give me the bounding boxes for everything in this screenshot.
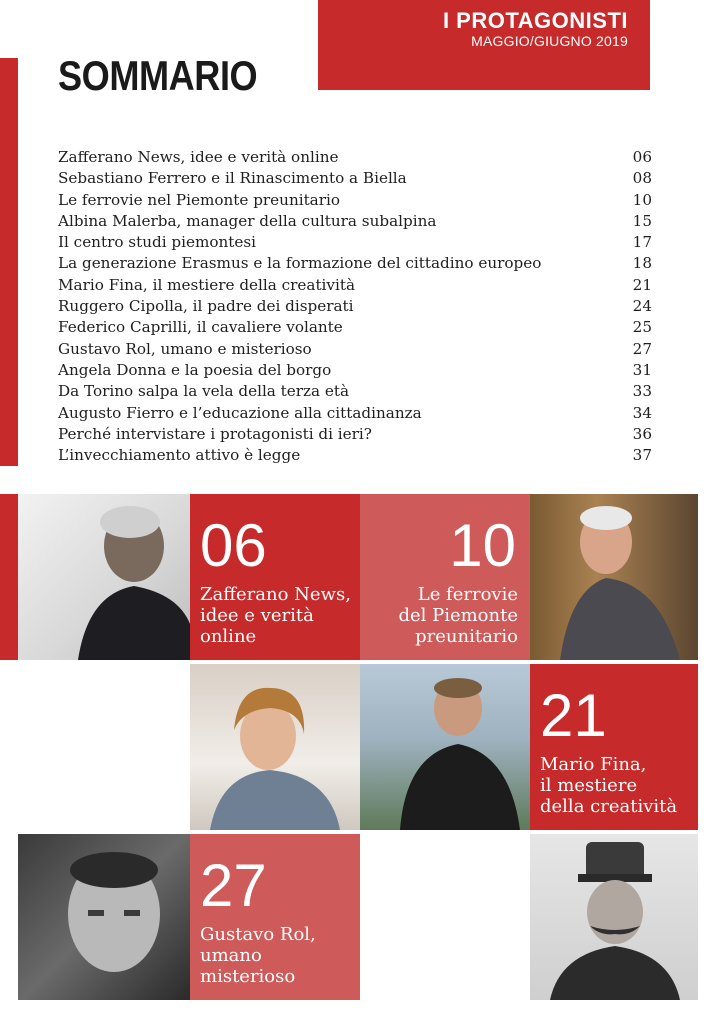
portrait-photo-rol bbox=[18, 834, 190, 1000]
portrait-photo-zafferano bbox=[18, 494, 190, 660]
toc-entry-title: L’invecchiamento attivo è legge bbox=[58, 446, 301, 465]
feature-page-number: 27 bbox=[200, 852, 267, 919]
left-accent-bar-middle bbox=[0, 494, 18, 660]
toc-entry-page: 27 bbox=[632, 339, 652, 358]
toc-row[interactable] bbox=[58, 232, 652, 253]
toc-entry-page: 37 bbox=[632, 446, 652, 465]
caption-line: online bbox=[200, 626, 257, 647]
toc-entry-page: 33 bbox=[632, 382, 652, 401]
toc-entry-page: 31 bbox=[632, 360, 652, 379]
feature-tile-10[interactable] bbox=[360, 494, 530, 660]
caption-line: del Piemonte bbox=[398, 605, 518, 626]
toc-entry-page: 08 bbox=[632, 169, 652, 188]
portrait-silhouette-icon bbox=[530, 834, 698, 1000]
toc-entry-page: 15 bbox=[632, 211, 652, 230]
feature-tile-27[interactable] bbox=[190, 834, 360, 1000]
toc-entry-title: Zafferano News, idee e verità online bbox=[58, 148, 339, 166]
toc-row[interactable] bbox=[58, 168, 652, 189]
toc-entry-title: Da Torino salpa la vela della terza età bbox=[58, 382, 350, 401]
caption-line: della creatività bbox=[540, 796, 678, 817]
toc-entry-title: Gustavo Rol, umano e misterioso bbox=[58, 339, 312, 358]
caption-line: Gustavo Rol, bbox=[200, 924, 316, 945]
toc-entry-page: 25 bbox=[632, 318, 652, 337]
toc-entry-title: Augusto Fierro e l’educazione alla cittadinanza bbox=[58, 403, 422, 422]
caption-line: preunitario bbox=[415, 626, 518, 647]
table-of-contents bbox=[58, 147, 652, 466]
toc-entry-title: Albina Malerba, manager della cultura subalpina bbox=[58, 211, 437, 230]
portrait-silhouette-icon bbox=[530, 494, 698, 660]
toc-row[interactable] bbox=[58, 296, 652, 317]
portrait-silhouette-icon bbox=[18, 494, 190, 660]
caption-line: Le ferrovie bbox=[417, 584, 518, 605]
toc-entry-page: 24 bbox=[632, 297, 652, 316]
toc-row[interactable] bbox=[58, 445, 652, 466]
toc-entry-title: Le ferrovie nel Piemonte preunitario bbox=[58, 190, 340, 209]
portrait-silhouette-icon bbox=[360, 664, 530, 830]
feature-caption bbox=[398, 584, 518, 647]
feature-page-number: 21 bbox=[540, 682, 607, 749]
toc-entry-page: 36 bbox=[632, 424, 652, 443]
toc-row[interactable] bbox=[58, 339, 652, 360]
portrait-photo-ferrovie bbox=[530, 494, 698, 660]
toc-entry-title: Angela Donna e la poesia del borgo bbox=[58, 360, 332, 379]
portrait-photo-malerba bbox=[190, 664, 360, 830]
toc-entry-title: Perché intervistare i protagonisti di ieri? bbox=[58, 424, 372, 443]
portrait-photo-caprilli bbox=[530, 834, 698, 1000]
feature-page-number: 10 bbox=[449, 512, 516, 579]
toc-entry-page: 34 bbox=[632, 403, 652, 422]
toc-entry-page: 10 bbox=[632, 190, 652, 209]
feature-tile-06[interactable] bbox=[190, 494, 360, 660]
portrait-photo-fina bbox=[360, 664, 530, 830]
header-banner bbox=[318, 0, 650, 90]
toc-entry-title: Federico Caprilli, il cavaliere volante bbox=[58, 318, 343, 337]
caption-line: idee e verità bbox=[200, 605, 314, 626]
toc-row[interactable] bbox=[58, 317, 652, 338]
toc-row[interactable] bbox=[58, 424, 652, 445]
toc-entry-title: Mario Fina, il mestiere della creatività bbox=[58, 275, 356, 294]
caption-line: il mestiere bbox=[540, 775, 638, 796]
caption-line: Mario Fina, bbox=[540, 754, 647, 775]
feature-tile-21[interactable] bbox=[530, 664, 698, 830]
toc-row[interactable] bbox=[58, 381, 652, 402]
caption-line: Zafferano News, bbox=[200, 584, 351, 605]
portrait-silhouette-icon bbox=[18, 834, 190, 1000]
toc-entry-page: 21 bbox=[632, 275, 652, 294]
toc-entry-page: 18 bbox=[632, 254, 652, 273]
toc-entry-page: 17 bbox=[632, 233, 652, 252]
feature-caption bbox=[540, 754, 677, 817]
toc-row[interactable] bbox=[58, 253, 652, 274]
magazine-title: I PROTAGONISTI bbox=[442, 8, 628, 33]
feature-page-number: 06 bbox=[200, 512, 267, 579]
toc-row[interactable] bbox=[58, 190, 652, 211]
issue-date: MAGGIO/GIUGNO 2019 bbox=[471, 33, 628, 49]
feature-caption bbox=[200, 924, 316, 987]
toc-row[interactable] bbox=[58, 211, 652, 232]
caption-line: umano bbox=[200, 945, 262, 966]
toc-entry-title: Sebastiano Ferrero e il Rinascimento a Biella bbox=[58, 169, 407, 188]
toc-entry-title: Ruggero Cipolla, il padre dei disperati bbox=[58, 297, 354, 316]
toc-row[interactable] bbox=[58, 403, 652, 424]
page-title: SOMMARIO bbox=[58, 52, 258, 99]
toc-entry-title: La generazione Erasmus e la formazione del cittadino europeo bbox=[58, 254, 542, 273]
toc-entry-title: Il centro studi piemontesi bbox=[58, 233, 257, 252]
feature-caption bbox=[200, 584, 351, 647]
toc-row[interactable] bbox=[58, 147, 652, 168]
toc-row[interactable] bbox=[58, 360, 652, 381]
toc-row[interactable] bbox=[58, 275, 652, 296]
portrait-silhouette-icon bbox=[190, 664, 360, 830]
toc-entry-page: 06 bbox=[632, 148, 652, 166]
left-accent-bar-top bbox=[0, 58, 18, 466]
caption-line: misterioso bbox=[200, 966, 296, 987]
